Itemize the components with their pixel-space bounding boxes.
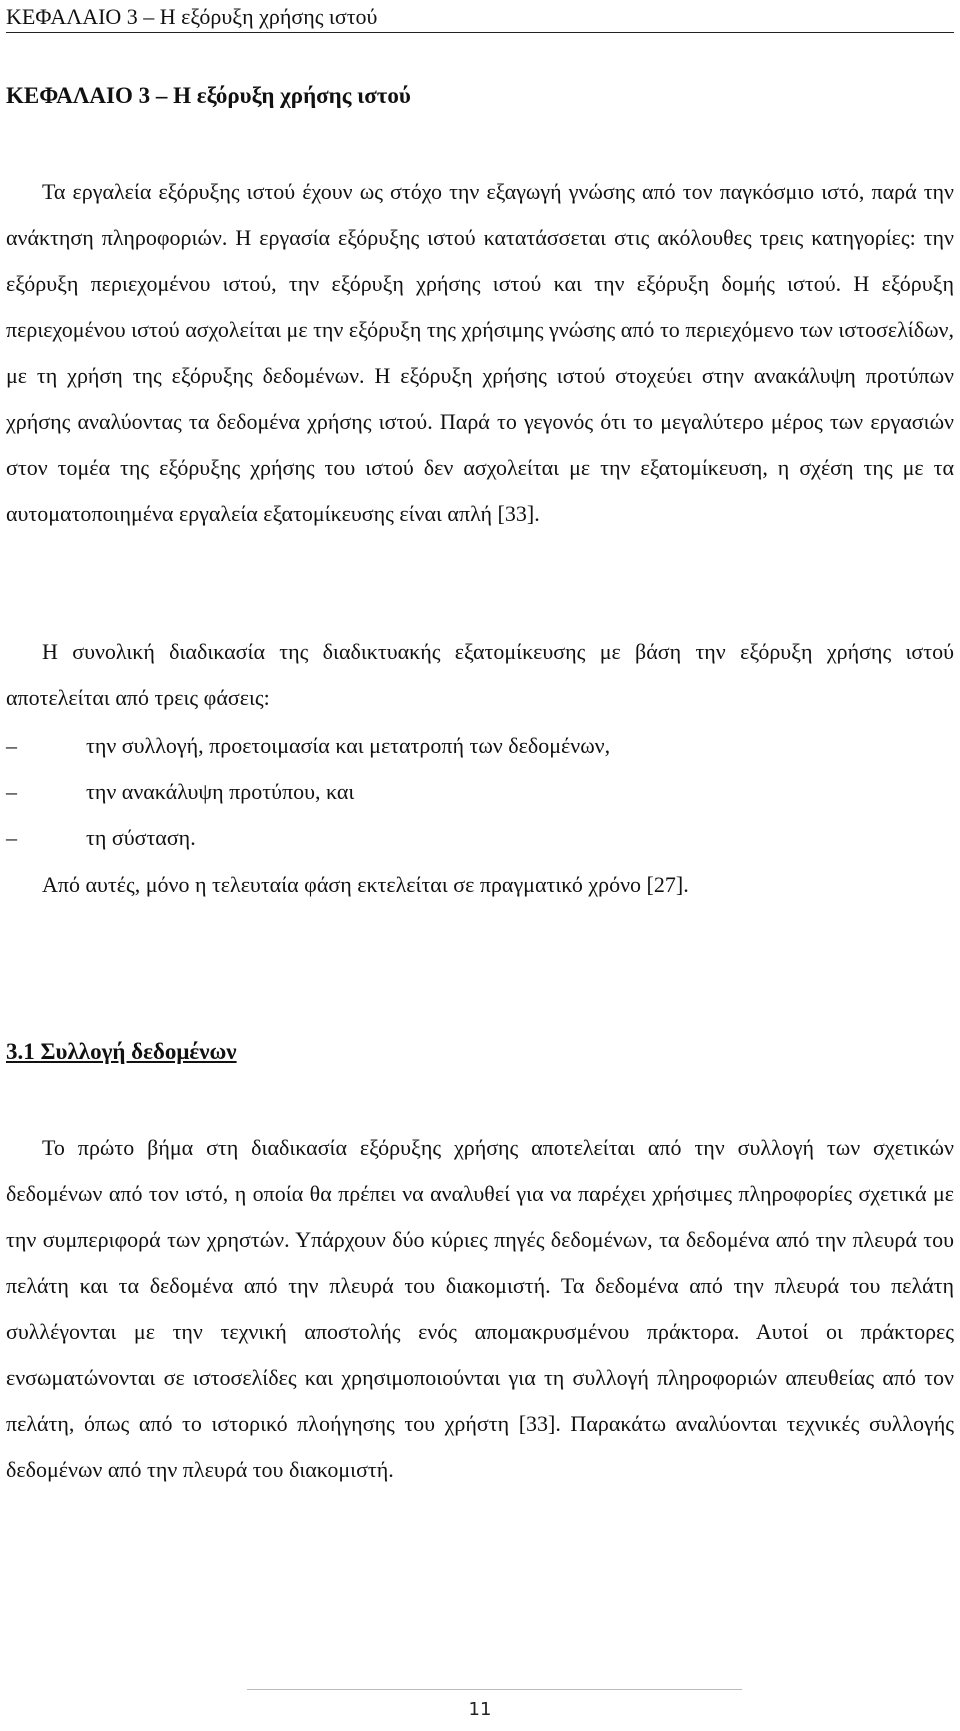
chapter-title: ΚΕΦΑΛΑΙΟ 3 – Η εξόρυξη χρήσης ιστού [6, 83, 411, 108]
data-collection-section [6, 1125, 954, 1493]
list-item-text: την ανακάλυψη προτύπου, και [86, 779, 355, 804]
list-item-text: την συλλογή, προετοιμασία και μετατροπή των δεδομένων, [86, 733, 611, 758]
section-paragraph: Το πρώτο βήμα στη διαδικασία εξόρυξης χρήσης αποτελείται από την συλλογή των σχετικών δεδομένων από τον ιστό, η οποία θα πρέπει να αναλυθεί για να παρέχει χρήσιμες πληροφορίες σχετικά με την συμπεριφορά των χρηστών. Υπάρχουν δύο κύριες πηγές δεδομένων, τα δεδομένα από την πλευρά του πελάτη και τα δεδομένα από την πλευρά του διακομιστή. Τα δεδομένα από την πλευρά του πελάτη συλλέγονται με την τεχνική αποστολής ενός απομακρυσμένου πράκτορα. Αυτοί οι πράκτορες ενσωματώνονται σε ιστοσελίδες και χρησιμοποιούνται για τη συλλογή πληροφοριών απευθείας από τον πελάτη, όπως από το ιστορικό πλοήγησης του χρήστη [33]. Παρακάτω αναλύονται τεχνικές συλλογής δεδομένων από την πλευρά του διακομιστή. [6, 1135, 954, 1482]
list-item [6, 723, 954, 769]
list-dash: – [6, 733, 17, 758]
closing-sentence: Από αυτές, μόνο η τελευταία φάση εκτελείται σε πραγματικό χρόνο [27]. [42, 872, 689, 897]
intro-paragraph: Τα εργαλεία εξόρυξης ιστού έχουν ως στόχο την εξαγωγή γνώσης από τον παγκόσμιο ιστό, παρά την ανάκτηση πληροφοριών. Η εργασία εξόρυξης ιστού κατατάσσεται στις ακόλουθες τρεις κατηγορίες: την εξόρυξη περιεχομένου ιστού, την εξόρυξη χρήσης ιστού και την εξόρυξη δομής ιστού. Η εξόρυξη περιεχομένου ιστού ασχολείται με την εξόρυξη της χρήσιμης γνώσης από το περιεχόμενο των ιστοσελίδων, με τη χρήση της εξόρυξης δεδομένων. Η εξόρυξη χρήσης ιστού στοχεύει στην ανακάλυψη προτύπων χρήσης αναλύοντας τα δεδομένα χρήσης ιστού. Παρά το γεγονός ότι το μεγαλύτερο μέρος των εργασιών στον τομέα της εξόρυξης χρήσης του ιστού δεν ασχολείται με την εξατομίκευση, η σχέση της με τα αυτοματοποιημένα εργαλεία εξατομίκευσης είναι απλή [33]. [6, 179, 954, 526]
page-number: 11 [468, 1699, 492, 1720]
list-item-text: τη σύσταση. [86, 825, 196, 850]
list-item [6, 815, 954, 861]
section-heading: 3.1 Συλλογή δεδομένων [6, 1039, 237, 1064]
list-item [6, 769, 954, 815]
phases-list [6, 723, 954, 861]
intro-section [6, 169, 954, 537]
list-dash: – [6, 825, 17, 850]
footer-divider [247, 1689, 742, 1690]
list-dash: – [6, 779, 17, 804]
phases-section [6, 629, 954, 721]
phases-paragraph: Η συνολική διαδικασία της διαδικτυακής εξατομίκευσης με βάση την εξόρυξη χρήσης ιστού αποτελείται από τρεις φάσεις: [6, 639, 954, 710]
running-header: ΚΕΦΑΛΑΙΟ 3 – Η εξόρυξη χρήσης ιστού [6, 2, 954, 33]
